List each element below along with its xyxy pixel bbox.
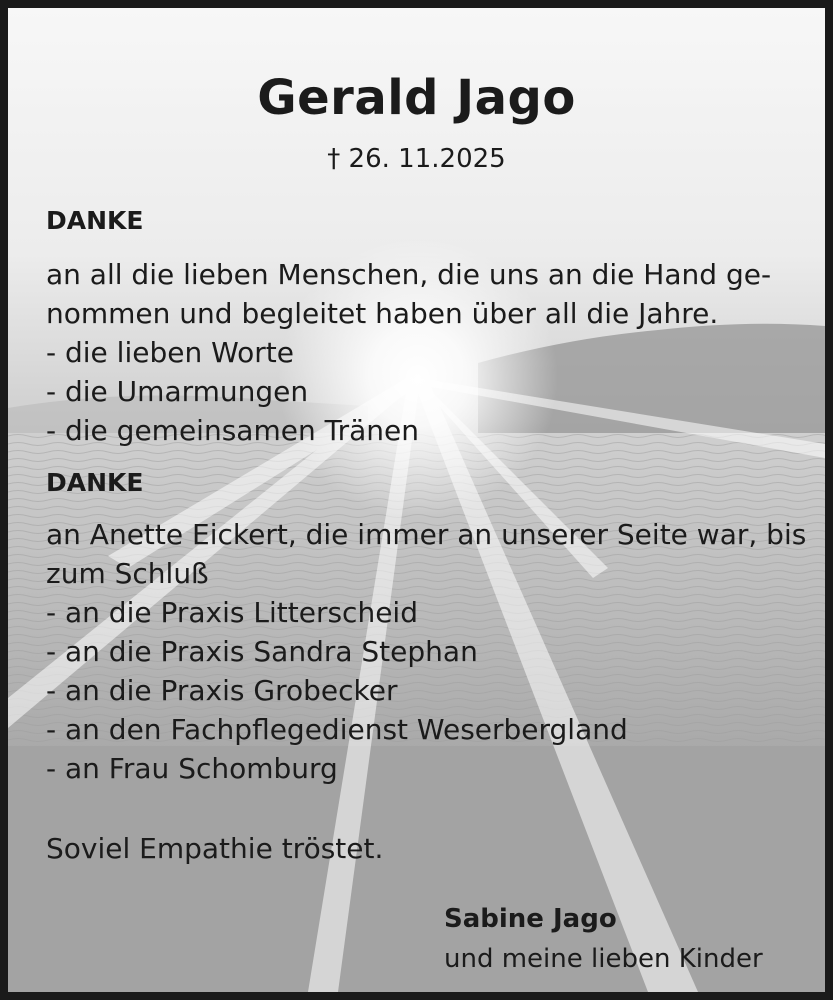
list-item: - an die Praxis Sandra Stephan <box>46 635 478 668</box>
list-item: - die gemeinsamen Tränen <box>46 414 419 447</box>
deceased-name: Gerald Jago <box>257 70 576 126</box>
list-item: - an den Fachpflegedienst Weserbergland <box>46 713 628 746</box>
text-line: an Anette Eickert, die immer an unserer Seite war, bis <box>46 518 807 551</box>
list-item: - an die Praxis Grobecker <box>46 674 398 707</box>
list-item: - die Umarmungen <box>46 375 309 408</box>
text-line: nommen und begleitet haben über all die Jahre. <box>46 297 719 330</box>
closing-line: Soviel Empathie tröstet. <box>46 832 384 865</box>
signature-subline: und meine lieben Kinder <box>444 944 763 974</box>
signature-name: Sabine Jago <box>444 904 617 934</box>
section2-heading: DANKE <box>46 468 144 497</box>
text-line: an all die lieben Menschen, die uns an die Hand ge- <box>46 258 772 291</box>
section1-heading: DANKE <box>46 206 144 235</box>
list-item: - die lieben Worte <box>46 336 295 369</box>
death-date: † 26. 11.2025 <box>327 144 506 174</box>
text-line: zum Schluß <box>46 557 209 590</box>
list-item: - an die Praxis Litterscheid <box>46 596 418 629</box>
list-item: - an Frau Schomburg <box>46 752 338 785</box>
